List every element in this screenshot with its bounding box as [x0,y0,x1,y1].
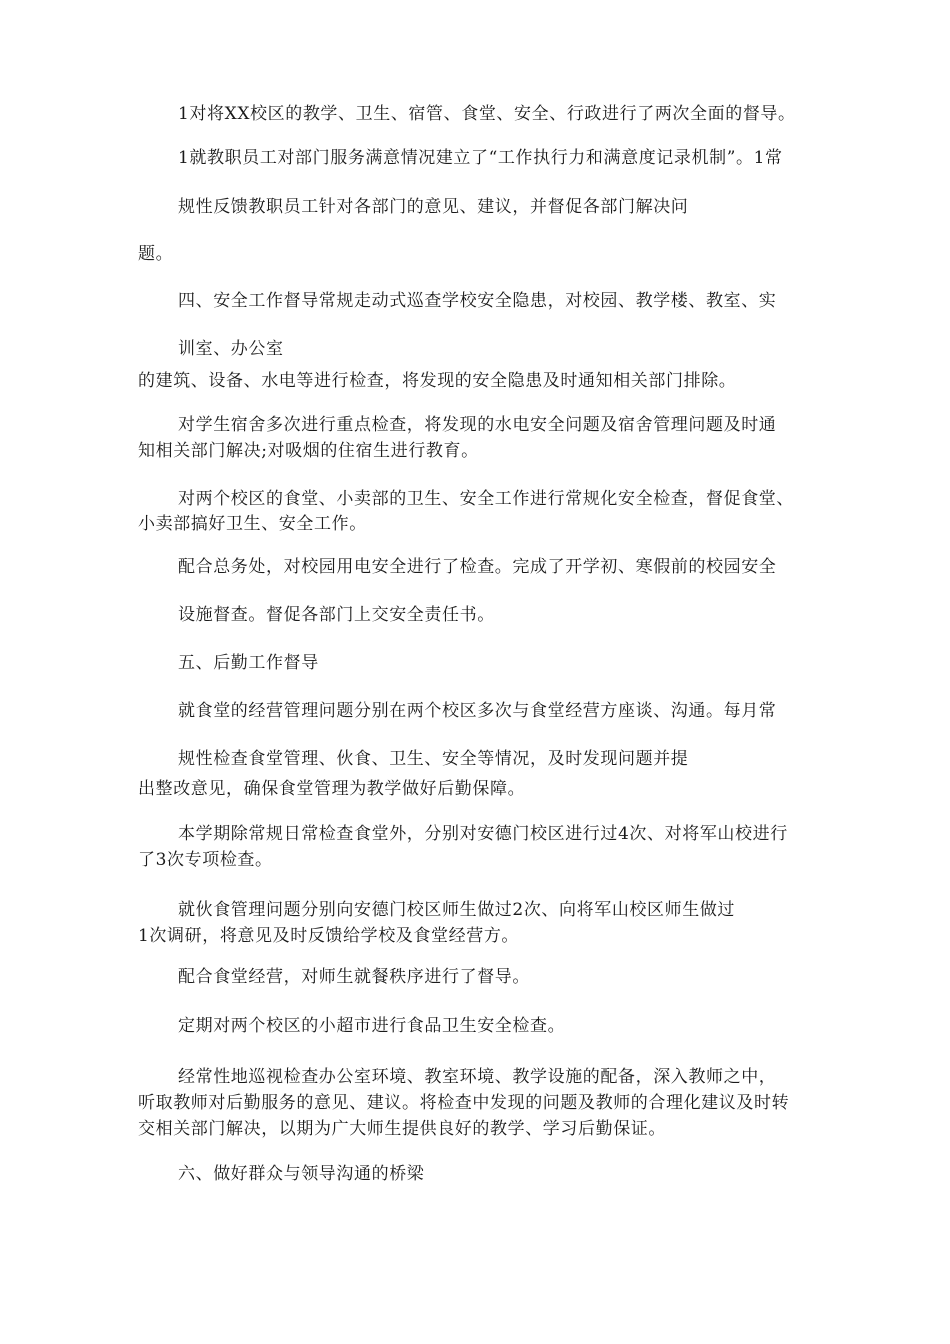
text-line-7: 的建筑、设备、水电等进行检查，将发现的安全隐患及时通知相关部门排除。 [138,371,737,391]
text-line-1: 1对将XX校区的教学、卫生、宿管、食堂、安全、行政进行了两次全面的督导。 [178,104,796,124]
section-heading-5: 五、后勤工作督导 [178,653,319,673]
text-line-22: 配合食堂经营，对师生就餐秩序进行了督导。 [178,967,530,987]
text-line-6: 训室、办公室 [178,339,284,359]
text-line-26: 交相关部门解决，以期为广大师生提供良好的教学、学习后勤保证。 [138,1119,666,1139]
text-line-17: 出整改意见，确保食堂管理为教学做好后勤保障。 [138,779,526,799]
text-line-12: 配合总务处，对校园用电安全进行了检查。完成了开学初、寒假前的校园安全 [178,557,777,577]
text-line-3: 规性反馈教职员工针对各部门的意见、建议，并督促各部门解决问 [178,197,689,217]
section-heading-4: 四、安全工作督导常规走动式巡查学校安全隐患，对校园、教学楼、教室、实 [178,291,777,311]
text-line-24: 经常性地巡视检查办公室环境、教室环境、教学设施的配备，深入教师之中， [178,1067,777,1087]
text-line-18: 本学期除常规日常检查食堂外，分别对安德门校区进行过4次、对将军山校进行 [178,824,788,844]
text-line-15: 就食堂的经营管理问题分别在两个校区多次与食堂经营方座谈、沟通。每月常 [178,701,777,721]
text-line-21: 1次调研，将意见及时反馈给学校及食堂经营方。 [138,926,520,946]
text-line-13: 设施督查。督促各部门上交安全责任书。 [178,605,495,625]
text-line-2: 1就教职员工对部门服务满意情况建立了“工作执行力和满意度记录机制”。1常 [178,148,783,168]
text-line-23: 定期对两个校区的小超市进行食品卫生安全检查。 [178,1016,566,1036]
text-line-16: 规性检查食堂管理、伙食、卫生、安全等情况，及时发现问题并提 [178,749,689,769]
section-heading-6: 六、做好群众与领导沟通的桥梁 [178,1164,425,1184]
text-line-25: 听取教师对后勤服务的意见、建议。将检查中发现的问题及教师的合理化建议及时转 [138,1093,790,1113]
text-line-11: 小卖部搞好卫生、安全工作。 [138,514,367,534]
text-line-20: 就伙食管理问题分别向安德门校区师生做过2次、向将军山校区师生做过 [178,900,736,920]
text-line-4: 题。 [138,244,174,264]
text-line-10: 对两个校区的食堂、小卖部的卫生、安全工作进行常规化安全检查，督促食堂、 [178,489,794,509]
text-line-8: 对学生宿舍多次进行重点检查，将发现的水电安全问题及宿舍管理问题及时通 [178,415,777,435]
text-line-19: 了3次专项检查。 [138,850,273,870]
text-line-9: 知相关部门解决;对吸烟的住宿生进行教育。 [138,441,479,461]
